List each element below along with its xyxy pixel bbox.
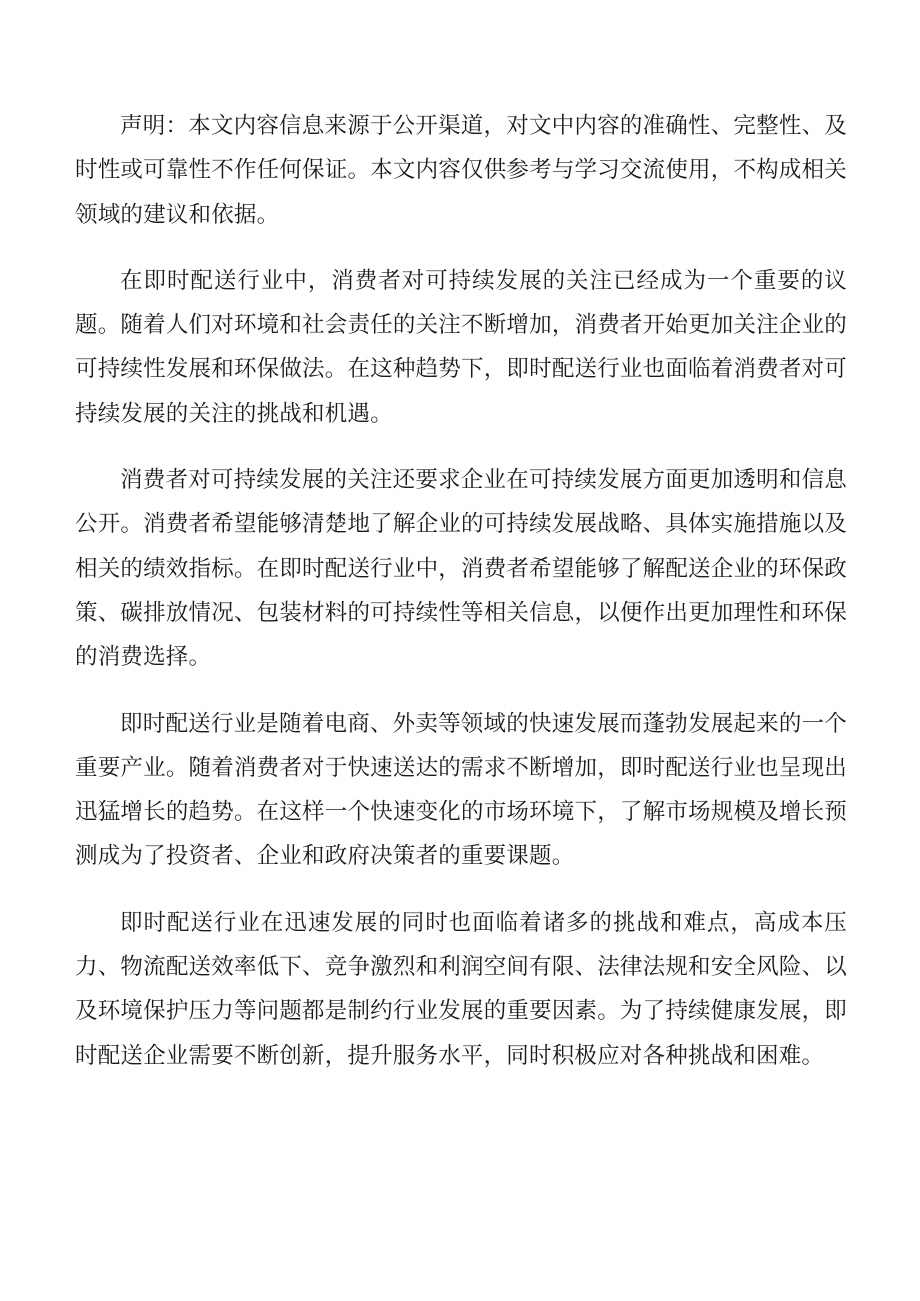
body-paragraph-transparency: 消费者对可持续发展的关注还要求企业在可持续发展方面更加透明和信息公开。消费者希望能够清楚地了解企业的可持续发展战略、具体实施措施以及相关的绩效指标。在即时配送行业中，消费者希望能够了解配送企业的环保政策、碳排放情况、包装材料的可持续性等相关信息，以便作出更加理性和环保的消费选择。	[75, 467, 847, 671]
disclaimer-paragraph: 声明：本文内容信息来源于公开渠道，对文中内容的准确性、完整性、及时性或可靠性不作任何保证。本文内容仅供参考与学习交流使用，不构成相关领域的建议和依据。	[75, 113, 847, 228]
body-paragraph-sustainability: 在即时配送行业中，消费者对可持续发展的关注已经成为一个重要的议题。随着人们对环境和社会责任的关注不断增加，消费者开始更加关注企业的可持续性发展和环保做法。在这种趋势下，即时配送行业也面临着消费者对可持续发展的关注的挑战和机遇。	[75, 267, 847, 427]
body-paragraph-market-size: 即时配送行业是随着电商、外卖等领域的快速发展而蓬勃发展起来的一个重要产业。随着消费者对于快速送达的需求不断增加，即时配送行业也呈现出迅猛增长的趋势。在这样一个快速变化的市场环境下，了解市场规模及增长预测成为了投资者、企业和政府决策者的重要课题。	[75, 710, 847, 870]
document-body	[75, 104, 847, 1100]
body-paragraph-challenges: 即时配送行业在迅速发展的同时也面临着诸多的挑战和难点，高成本压力、物流配送效率低下、竞争激烈和利润空间有限、法律法规和安全风险、以及环境保护压力等问题都是制约行业发展的重要因素。为了持续健康发展，即时配送企业需要不断创新，提升服务水平，同时积极应对各种挑战和困难。	[75, 909, 847, 1069]
